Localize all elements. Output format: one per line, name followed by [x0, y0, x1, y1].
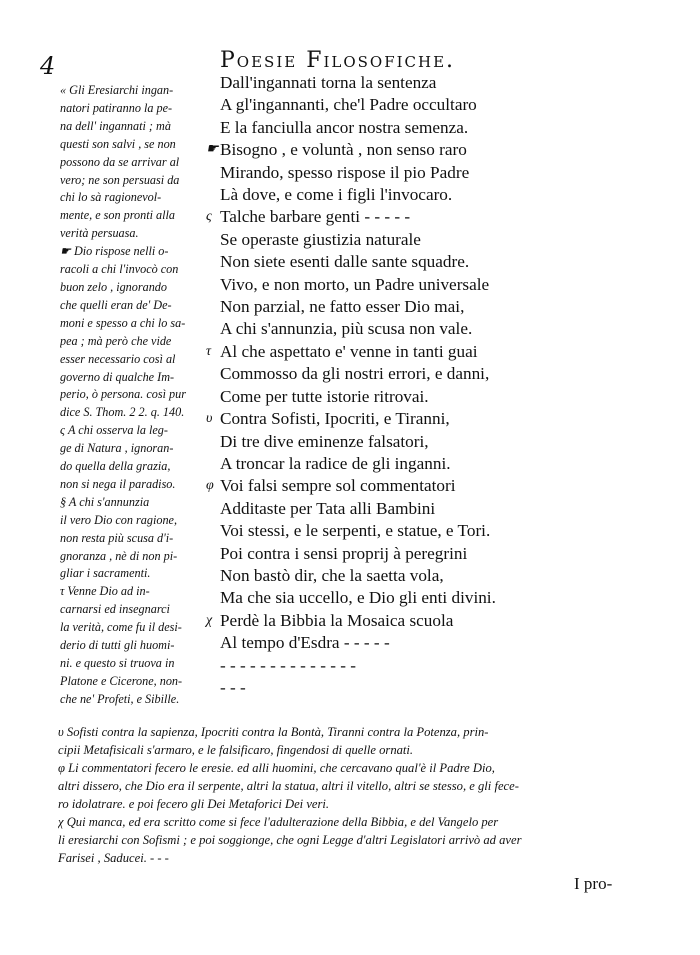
catchword: I pro-	[574, 874, 613, 893]
margin-note-line: perio, ò persona. così pur	[60, 387, 186, 402]
poem-line	[220, 229, 590, 251]
poem-line-text: Voi falsi sempre sol commentatori	[220, 476, 456, 496]
margin-note-line: che ne' Profeti, e Sibille.	[60, 691, 180, 706]
poem-line	[220, 94, 590, 116]
poem-line	[220, 363, 590, 385]
footnote-line: altri dissero, che Dio era il serpente, altri la statua, altri il vitello, altri se stesso, e gli fece-	[58, 779, 519, 793]
poem-line	[220, 565, 590, 587]
margin-note-line: do quella della grazia,	[60, 459, 171, 474]
margin-note-line: vero; ne son persuasi da	[60, 172, 180, 187]
margin-note-line: governo di qualche Im-	[60, 369, 175, 384]
footnote-line: υ Sofisti contra la sapienza, Ipocriti contra la Bontà, Tiranni contra la Potenza, prin-	[58, 725, 489, 739]
note-marker: υ	[206, 411, 213, 427]
poem-line-text: Vivo, e non morto, un Padre universale	[220, 274, 490, 294]
poem-line	[220, 318, 590, 340]
running-header: Poesie Filosofiche.	[220, 48, 456, 73]
poem-line-text: Talche barbare genti - - - - -	[220, 207, 411, 227]
poem-line-text: Bisogno , e voluntà , non senso raro	[220, 140, 467, 160]
margin-note-line: la verità, come fu il desi-	[60, 620, 182, 635]
poem-line-text: E la fanciulla ancor nostra semenza.	[220, 117, 469, 137]
poem-line	[206, 139, 590, 161]
margin-note-line: ☛ Dio rispose nelli o-	[60, 244, 169, 259]
margin-note-line: chi lo sà ragionevol-	[60, 190, 162, 205]
poem-line	[220, 632, 590, 654]
margin-note-line: derio di tutti gli huomi-	[60, 638, 175, 653]
poem-line	[220, 431, 590, 453]
poem-line	[220, 386, 590, 408]
footnote-line: cipii Metafisicali s'armaro, e le falsificaro, fingendosi di quelle ornati.	[58, 743, 414, 757]
poem-line	[220, 677, 590, 699]
margin-note-line: carnarsi ed insegnarci	[60, 602, 170, 617]
poem-line-text: - - - - - - - - - - - - - -	[220, 655, 356, 675]
margin-note-line: che quelli eran de' De-	[60, 297, 172, 312]
margin-note-line: possono da se arrivar al	[60, 154, 180, 169]
note-marker: τ	[206, 343, 212, 359]
poem-line-text: Là dove, e come i figli l'invocaro.	[220, 185, 453, 205]
margin-note-line: moni e spesso a chi lo sa-	[60, 315, 186, 330]
poem-line	[220, 184, 590, 206]
page-number: 4	[40, 52, 56, 80]
poem-line-text: Dall'ingannati torna la sentenza	[220, 73, 437, 92]
margin-note-line: racoli a chi l'invocò con	[60, 262, 179, 277]
poem-line	[220, 296, 590, 318]
footnote-line: ro idolatrare. e poi fecero gli Dei Metaforici Dei veri.	[58, 797, 330, 811]
note-marker: ☛	[206, 142, 219, 158]
poem-line	[220, 117, 590, 139]
margin-note-line: non si nega il paradiso.	[60, 476, 176, 491]
poem-line	[206, 206, 590, 228]
poem-line	[206, 341, 590, 363]
margin-note-line: « Gli Eresiarchi ingan-	[60, 83, 174, 97]
poem-line	[220, 498, 590, 520]
margin-note-line: mente, e son pronti alla	[60, 208, 175, 223]
poem-line-text: Non bastò dir, che la saetta vola,	[220, 565, 444, 585]
margin-note-line: non resta più scusa d'i-	[60, 530, 174, 545]
margin-note-line: pea ; mà però che vide	[60, 333, 172, 348]
poem-body	[206, 72, 590, 699]
margin-note-line: § A chi s'annunzia	[60, 494, 150, 509]
poem-line-text: - - -	[220, 677, 246, 697]
margin-note-line: ς A chi osserva la leg-	[60, 423, 168, 438]
poem-line-text: Mirando, spesso rispose il pio Padre	[220, 162, 470, 182]
poem-line-text: Se operaste giustizia naturale	[220, 229, 421, 249]
poem-line-text: Commosso da gli nostri errori, e danni,	[220, 364, 490, 384]
margin-note-line: gliar i sacramenti.	[60, 566, 151, 581]
poem-line	[220, 162, 590, 184]
margin-note-line: il vero Dio con ragione,	[60, 512, 178, 527]
poem-line-text: Poi contra i sensi proprij à peregrini	[220, 543, 468, 563]
poem-line-text: Voi stessi, e le serpenti, e statue, e Tori.	[220, 521, 491, 541]
poem-line	[206, 408, 590, 430]
footnote-line: χ Qui manca, ed era scritto come si fece l'adulterazione della Bibbia, e del Vangelo per	[58, 815, 499, 829]
poem-line	[206, 475, 590, 497]
poem-line	[220, 251, 590, 273]
margin-note-line: natori patiranno la pe-	[60, 100, 173, 115]
poem-line	[220, 274, 590, 296]
margin-note-line: dice S. Thom. 2 2. q. 140.	[60, 405, 185, 420]
poem-line-text: Di tre dive eminenze falsatori,	[220, 431, 429, 451]
footnotes	[58, 723, 658, 867]
footnote-line: φ Li commentatori fecero le eresie. ed alli huomini, che cercavano qual'è il Padre Dio,	[58, 761, 495, 775]
poem-line	[220, 453, 590, 475]
poem-line-text: Al tempo d'Esdra - - - - -	[220, 633, 390, 653]
poem-line-text: Additaste per Tata alli Bambini	[220, 498, 436, 518]
poem-line	[220, 543, 590, 565]
margin-note-line: questi son salvi , se non	[60, 136, 176, 151]
note-marker: χ	[206, 612, 213, 628]
margin-note-line: esser necessario così al	[60, 351, 176, 366]
note-marker: φ	[206, 478, 214, 494]
poem-line-text: A gl'ingannanti, che'l Padre occultaro	[220, 95, 477, 115]
poem-line-text: A chi s'annunzia, più scusa non vale.	[220, 319, 473, 339]
poem-line-text: Perdè la Bibbia la Mosaica scuola	[220, 610, 454, 630]
poem-line-text: Non parzial, ne fatto esser Dio mai,	[220, 297, 465, 317]
margin-note-line: Platone e Cicerone, non-	[60, 673, 183, 688]
poem-line	[220, 587, 590, 609]
margin-note-line: na dell' ingannati ; mà	[60, 118, 171, 133]
poem-line-text: A troncar la radice de gli inganni.	[220, 453, 451, 473]
margin-note-line: verità persuasa.	[60, 226, 139, 241]
margin-note-line: gnoranza , nè di non pi-	[60, 548, 178, 563]
margin-note-line: ni. e questo si truova in	[60, 656, 175, 670]
poem-line	[220, 655, 590, 677]
margin-note-line: ge di Natura , ignoran-	[60, 441, 174, 456]
poem-line	[220, 520, 590, 542]
poem-line	[220, 72, 590, 94]
margin-note-line: buon zelo , ignorando	[60, 279, 167, 294]
poem-line-text: Contra Sofisti, Ipocriti, e Tiranni,	[220, 409, 450, 429]
footnote-line: Farisei , Saducei. - - -	[58, 851, 169, 865]
margin-note-line: τ Venne Dio ad in-	[60, 584, 150, 599]
poem-line-text: Al che aspettato e' venne in tanti guai	[220, 341, 478, 361]
footnote-line: li eresiarchi con Sofismi ; e poi soggionge, che ogni Legge d'altri Legislatori arrivò ad aver	[58, 833, 522, 847]
poem-line	[206, 610, 590, 632]
poem-line-text: Come per tutte istorie ritrovai.	[220, 386, 429, 406]
poem-line-text: Ma che sia uccello, e Dio gli enti divini.	[220, 588, 496, 608]
poem-line-text: Non siete esenti dalle sante squadre.	[220, 252, 470, 272]
note-marker: ς	[206, 209, 212, 225]
